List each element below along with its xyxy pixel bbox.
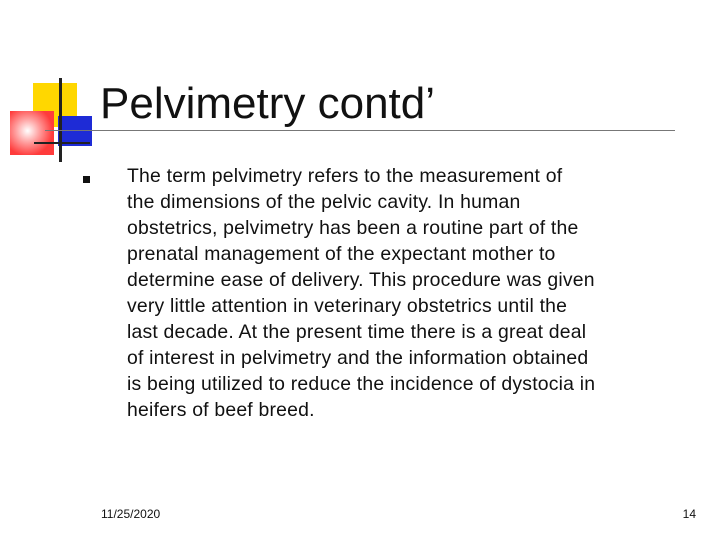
square-bullet-icon bbox=[83, 176, 90, 183]
footer-date: 11/25/2020 bbox=[101, 507, 161, 521]
logo-horizontal-line bbox=[34, 142, 90, 144]
bullet-text-line: obstetrics, pelvimetry has been a routine part of the bbox=[127, 217, 579, 239]
decorative-logo-icon bbox=[0, 70, 110, 170]
bullet-text-line: of interest in pelvimetry and the information obtained bbox=[127, 347, 589, 369]
bullet-paragraph bbox=[127, 163, 707, 423]
title-divider bbox=[45, 130, 675, 131]
slide-number: 14 bbox=[682, 507, 696, 521]
bullet-text-line: The term pelvimetry refers to the measurement of bbox=[127, 165, 563, 187]
logo-vertical-line bbox=[59, 78, 62, 162]
slide-title: Pelvimetry contd’ bbox=[100, 79, 436, 128]
bullet-text-line: heifers of beef breed. bbox=[127, 399, 315, 421]
bullet-text-line: is being utilized to reduce the incidence of dystocia in bbox=[127, 373, 596, 395]
bullet-text-line: determine ease of delivery. This procedure was given bbox=[127, 269, 595, 291]
bullet-text-line: the dimensions of the pelvic cavity. In human bbox=[127, 191, 521, 213]
bullet-text-line: last decade. At the present time there is a great deal bbox=[127, 321, 587, 343]
bullet-text-line: very little attention in veterinary obstetrics until the bbox=[127, 295, 568, 317]
logo-red-square bbox=[10, 111, 54, 155]
bullet-text-line: prenatal management of the expectant mother to bbox=[127, 243, 556, 265]
